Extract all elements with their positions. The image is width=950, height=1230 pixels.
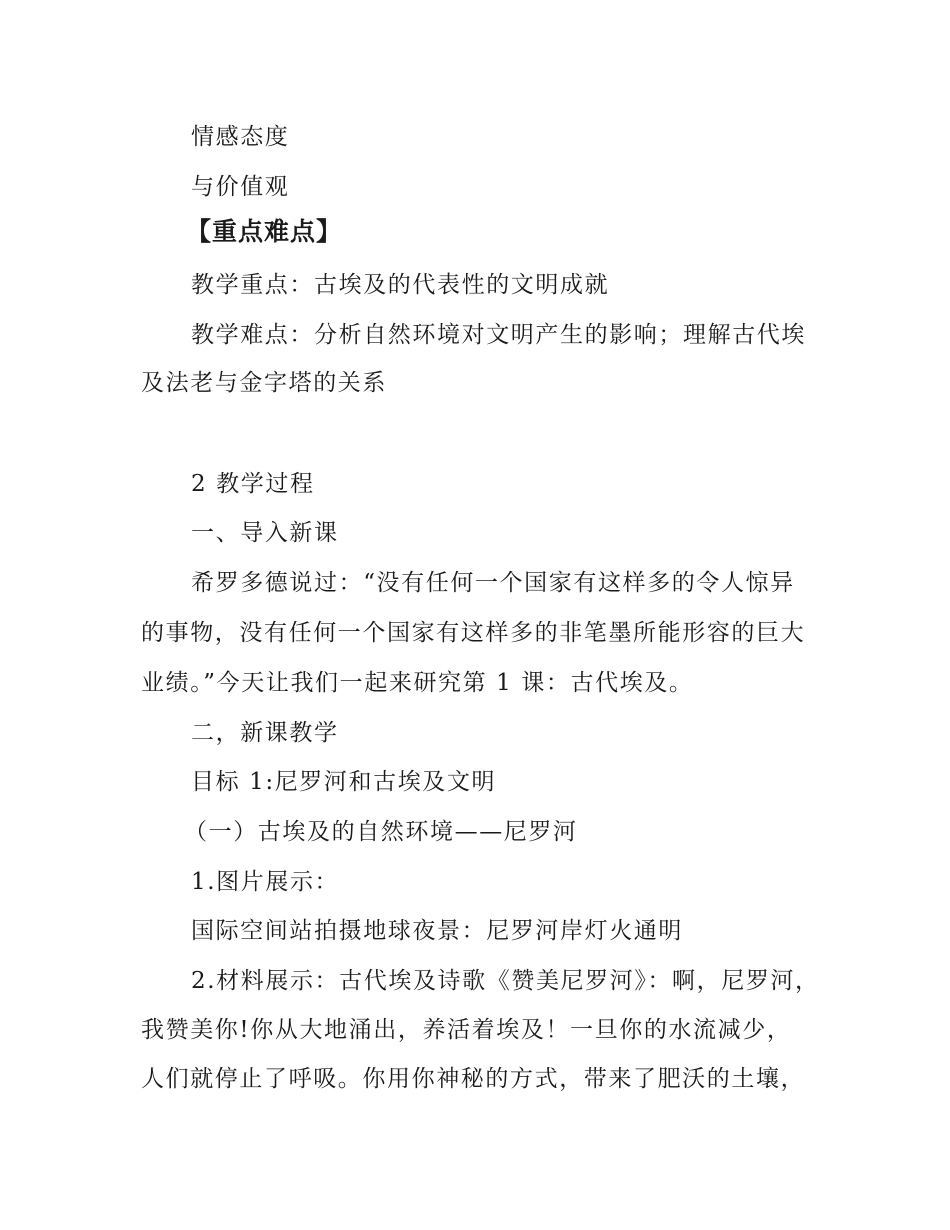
paragraph-herodotus-line-3: 业绩。”今天让我们一起来研究第 1 课：古代埃及。 [141,670,694,696]
paragraph-herodotus-line-2: 的事物，没有任何一个国家有这样多的非笔墨所能形容的巨大 [141,620,806,646]
paragraph-poem-line-1: 2.材料展示：古代埃及诗歌《赞美尼罗河》：啊，尼罗河， [191,968,820,994]
section-heading-key-points: 【重点难点】 [186,217,343,246]
paragraph-poem-line-3: 人们就停止了呼吸。你用你神秘的方式，带来了肥沃的土壤， [141,1066,806,1092]
paragraph-poem-line-2: 我赞美你!你从大地涌出，养活着埃及！一旦你的水流减少， [141,1017,792,1043]
text-line-teaching-focus: 教学重点：古埃及的代表性的文明成就 [191,272,610,298]
text-line-objective-1: 目标 1:尼罗河和古埃及文明 [191,769,497,795]
text-line-teaching-difficulty-cont: 及法老与金字塔的关系 [141,370,387,396]
text-line-values: 与价值观 [191,174,290,200]
paragraph-herodotus-line-1: 希罗多德说过：“没有任何一个国家有这样多的令人惊异 [191,570,795,596]
text-line-picture-display: 1.图片展示： [191,869,340,895]
section-title-teaching-process: 2 教学过程 [191,471,315,497]
text-line-affective-attitude: 情感态度 [191,124,290,150]
text-line-teaching-difficulty: 教学难点：分析自然环境对文明产生的影响；理解古代埃 [191,322,806,348]
text-line-natural-environment: （一）古埃及的自然环境——尼罗河 [184,819,578,845]
subsection-title-new-lesson: 二，新课教学 [191,720,339,746]
text-line-space-station: 国际空间站拍摄地球夜景：尼罗河岸灯火通明 [191,918,683,944]
subsection-title-introduction: 一、导入新课 [191,520,339,546]
